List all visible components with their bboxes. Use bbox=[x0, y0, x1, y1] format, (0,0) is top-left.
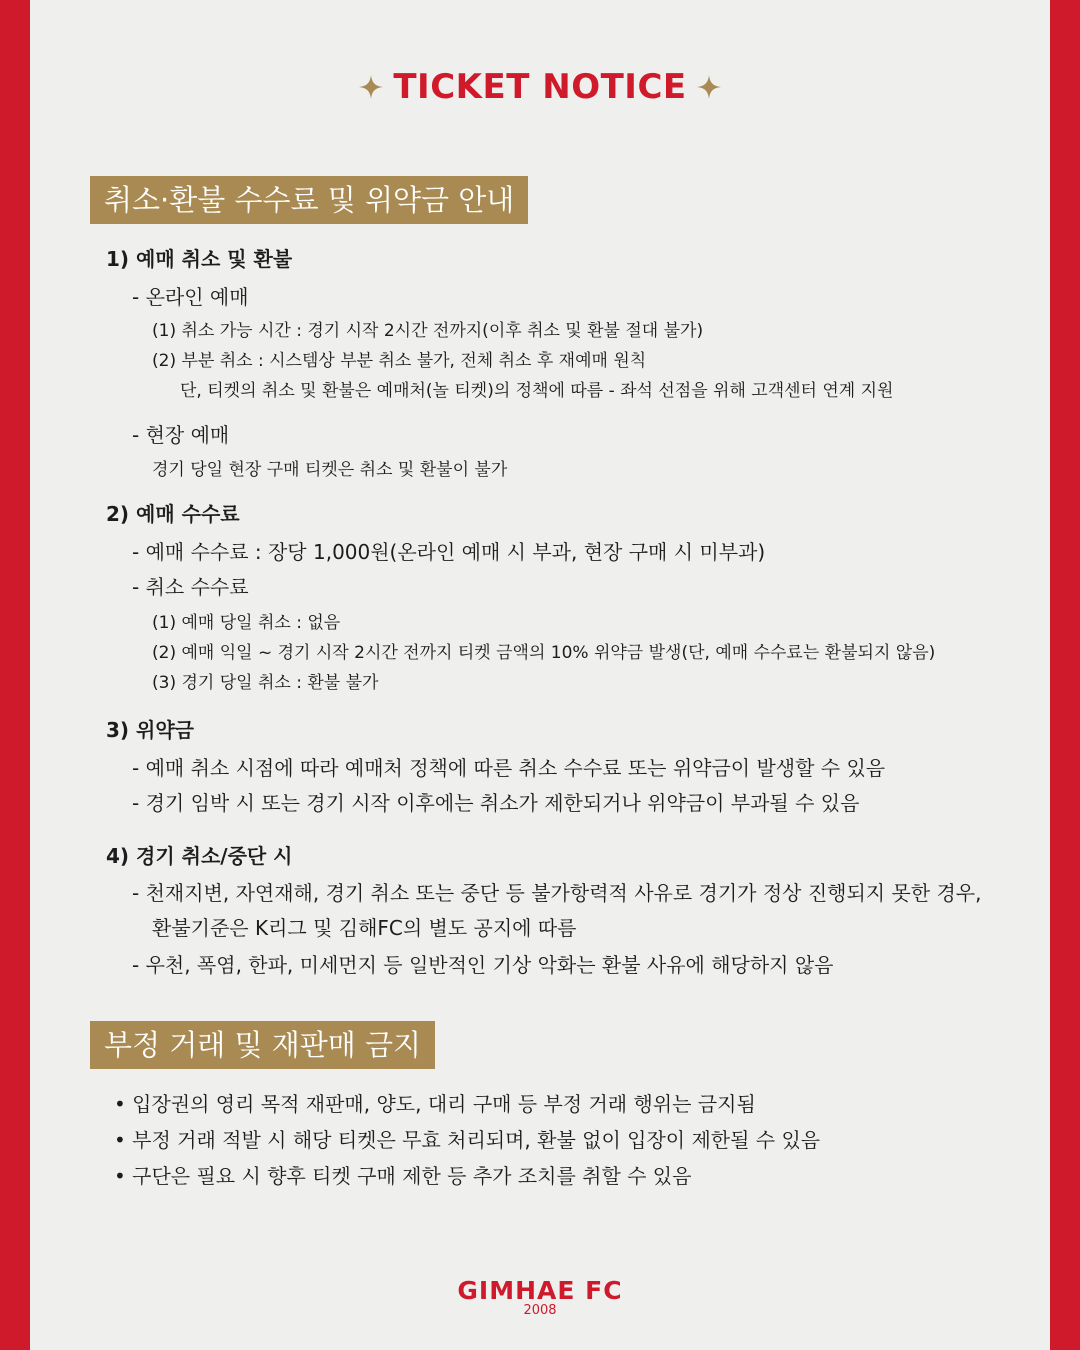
fee-line-2: - 취소 수수료 bbox=[132, 575, 249, 599]
fee-item-1: (1) 예매 당일 취소 : 없음 bbox=[152, 613, 341, 633]
cancel-line-1b: 환불기준은 K리그 및 김해FC의 별도 공지에 따름 bbox=[152, 916, 577, 940]
penalty-line-2: - 경기 임박 시 또는 경기 시작 이후에는 취소가 제한되거나 위약금이 부과될 수 있음 bbox=[132, 791, 860, 815]
online-item-1: (1) 취소 가능 시간 : 경기 시작 2시간 전까지(이후 취소 및 환불 절대 불가) bbox=[152, 321, 704, 341]
cancel-line-1: - 천재지변, 자연재해, 경기 취소 또는 중단 등 불가항력적 사유로 경기가 정상 진행되지 못한 경우, bbox=[132, 881, 982, 905]
onsite-label: - 현장 예매 bbox=[132, 423, 230, 447]
penalty-line-1: - 예매 취소 시점에 따라 예매처 정책에 따른 취소 수수료 또는 위약금이 발생할 수 있음 bbox=[132, 756, 886, 780]
resale-bullet-3: • 구단은 필요 시 향후 티켓 구매 제한 등 추가 조치를 취할 수 있음 bbox=[114, 1164, 692, 1188]
logo-year: 2008 bbox=[523, 1303, 557, 1318]
online-item-2: (2) 부분 취소 : 시스템상 부분 취소 불가, 전체 취소 후 재예매 원칙 bbox=[152, 351, 647, 371]
fee-item-3: (3) 경기 당일 취소 : 환불 불가 bbox=[152, 673, 379, 693]
notice-page bbox=[30, 0, 1050, 1350]
fee-item-2: (2) 예매 익일 ~ 경기 시작 2시간 전까지 티켓 금액의 10% 위약금 발생(단, 예매 수수료는 환불되지 않음) bbox=[152, 643, 936, 663]
resale-bullet-2: • 부정 거래 적발 시 해당 티켓은 무효 처리되며, 환불 없이 입장이 제한될 수 있음 bbox=[114, 1128, 821, 1152]
page-title: TICKET NOTICE bbox=[393, 67, 687, 107]
cancel-line-2: - 우천, 폭염, 한파, 미세먼지 등 일반적인 기상 악화는 환불 사유에 해당하지 않음 bbox=[132, 953, 834, 977]
section-header-refund: 취소·환불 수수료 및 위약금 안내 bbox=[90, 176, 528, 224]
heading-penalty: 3) 위약금 bbox=[106, 718, 194, 742]
sparkle-left-icon bbox=[359, 75, 383, 99]
online-item-2-note: 단, 티켓의 취소 및 환불은 예매처(놀 티켓)의 정책에 따름 - 좌석 선점을 위해 고객센터 연계 지원 bbox=[180, 381, 894, 401]
section-header-resale: 부정 거래 및 재판매 금지 bbox=[90, 1021, 435, 1069]
sparkle-right-icon bbox=[697, 75, 721, 99]
heading-booking-fee: 2) 예매 수수료 bbox=[106, 502, 240, 526]
resale-bullet-1: • 입장권의 영리 목적 재판매, 양도, 대리 구매 등 부정 거래 행위는 금지됨 bbox=[114, 1092, 756, 1116]
title-row bbox=[30, 62, 1050, 112]
fee-line-1: - 예매 수수료 : 장당 1,000원(온라인 예매 시 부과, 현장 구매 시 미부과) bbox=[132, 540, 766, 564]
logo-name: GIMHAE FC bbox=[457, 1276, 623, 1305]
heading-match-cancel: 4) 경기 취소/중단 시 bbox=[106, 844, 293, 868]
online-label: - 온라인 예매 bbox=[132, 285, 249, 309]
club-logo bbox=[30, 1276, 1050, 1318]
heading-cancel-refund: 1) 예매 취소 및 환불 bbox=[106, 247, 293, 271]
onsite-text: 경기 당일 현장 구매 티켓은 취소 및 환불이 불가 bbox=[152, 460, 508, 480]
